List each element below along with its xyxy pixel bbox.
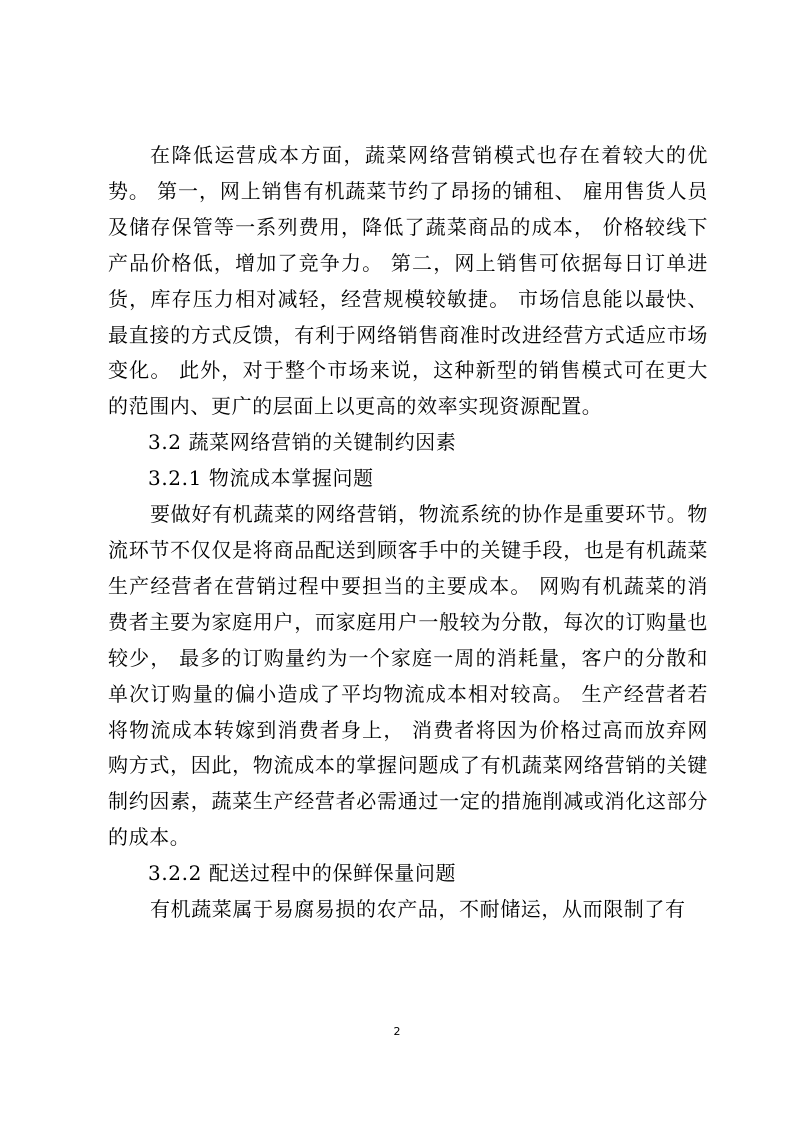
subsection-heading-3-2-2: 3.2.2 配送过程中的保鲜保量问题 bbox=[148, 861, 457, 886]
paragraph-operating-cost: 在降低运营成本方面，蔬菜网络营销模式也存在着较大的优势。 第一，网上销售有机蔬菜节约了昂扬的铺租、 雇用售货人员及储存保管等一系列费用，降低了蔬菜商品的成本， 价格较线下产品价格低，增加了竞争力。 第二，网上销售可依据每日订单进货，库存压力相对减轻，经营规模较敏捷。 市场信息能以最快、最直接的方式反馈，有利于网络销售商准时改进经营方式适应市场变化。 此外，对于整个市场来说，这种新型的销售模式可在更大的范围内、更广的层面上以更高的效率实现资源配置。 bbox=[108, 143, 708, 419]
document-body bbox=[108, 138, 708, 928]
paragraph-logistics-cost: 要做好有机蔬菜的网络营销，物流系统的协作是重要环节。物流环节不仅仅是将商品配送到顾客手中的关键手段，也是有机蔬菜生产经营者在营销过程中要担当的主要成本。 网购有机蔬菜的消费者主要为家庭用户，而家庭用户一般较为分散，每次的订购量也较少， 最多的订购量约为一个家庭一周的消耗量，客户的分散和单次订购量的偏小造成了平均物流成本相对较高。 生产经营者若将物流成本转嫁到消费者身上， 消费者将因为价格过高而放弃网购方式，因此，物流成本的掌握问题成了有机蔬菜网络营销的关键制约因素，蔬菜生产经营者必需通过一定的措施削减或消化这部分的成本。 bbox=[108, 502, 708, 850]
subsection-heading-3-2-1: 3.2.1 物流成本掌握问题 bbox=[148, 466, 374, 491]
section-heading-3-2: 3.2 蔬菜网络营销的关键制约因素 bbox=[148, 430, 457, 455]
paragraph-freshness: 有机蔬菜属于易腐易损的农产品，不耐储运，从而限制了有 bbox=[150, 897, 686, 922]
page-number: 2 bbox=[393, 1025, 401, 1038]
